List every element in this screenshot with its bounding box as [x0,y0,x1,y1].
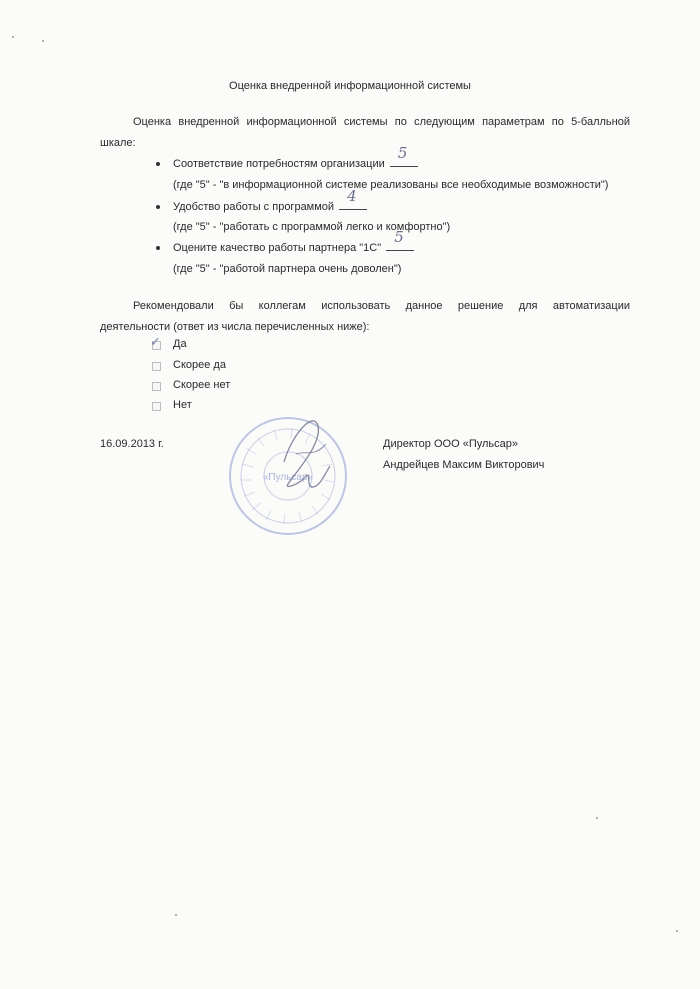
bullet-dot-icon [156,205,160,209]
scan-speck [175,914,177,916]
recommend-text-line2: деятельности (ответ из числа перечисленных ниже): [100,321,370,333]
scan-speck [12,36,14,38]
signer-name: Андрейцев Максим Викторович [383,459,545,471]
stamp-center-text: «Пульсар» [262,472,314,483]
option-checkbox-net[interactable] [152,402,161,411]
criterion-label: Удобство работы с программой [173,201,335,213]
handwritten-score: 4 [347,187,357,205]
score-blank [390,144,418,167]
handwritten-score: 5 [397,144,408,162]
document-title: Оценка внедренной информационной системы [229,80,471,92]
option-label: Нет [173,399,192,411]
intro-text-line2: шкале: [100,137,136,149]
option-checkbox-skoree-net[interactable] [152,382,161,391]
option-label: Скорее нет [173,379,231,391]
scan-speck [596,817,598,819]
criterion-label: Соответствие потребностям организации [173,158,385,170]
criterion-hint: (где "5" - "работой партнера очень доволен") [173,263,402,275]
scan-speck [676,930,678,932]
scan-speck [42,40,44,42]
criterion-hint: (где "5" - "в информационной системе реализованы все необходимые возможности") [173,179,609,191]
bullet-dot-icon [156,162,160,166]
criterion-2 [173,187,367,218]
intro-text-line1: Оценка внедренной информационной системы по следующим параметрам по 5-балльной [133,116,630,128]
criterion-label: Оцените качество работы партнера "1С" [173,242,382,254]
bullet-dot-icon [156,246,160,250]
handwritten-score: 5 [394,228,404,246]
option-checkbox-skoree-da[interactable] [152,362,161,371]
checkmark-icon: ✓ [150,334,161,349]
option-checkbox-da[interactable] [150,334,161,350]
option-label: Скорее да [173,359,226,371]
criterion-hint: (где "5" - "работать с программой легко и комфортно") [173,221,451,233]
option-label: Да [173,338,187,350]
criterion-3 [173,228,414,259]
signer-title: Директор ООО «Пульсар» [383,438,518,450]
score-blank [386,228,414,251]
recommend-text-line1: Рекомендовали бы коллегам использовать данное решение для автоматизации [133,300,630,312]
criterion-1 [173,144,418,175]
organization-stamp-icon [226,414,350,538]
document-date: 16.09.2013 г. [100,438,164,450]
score-blank [339,187,367,210]
